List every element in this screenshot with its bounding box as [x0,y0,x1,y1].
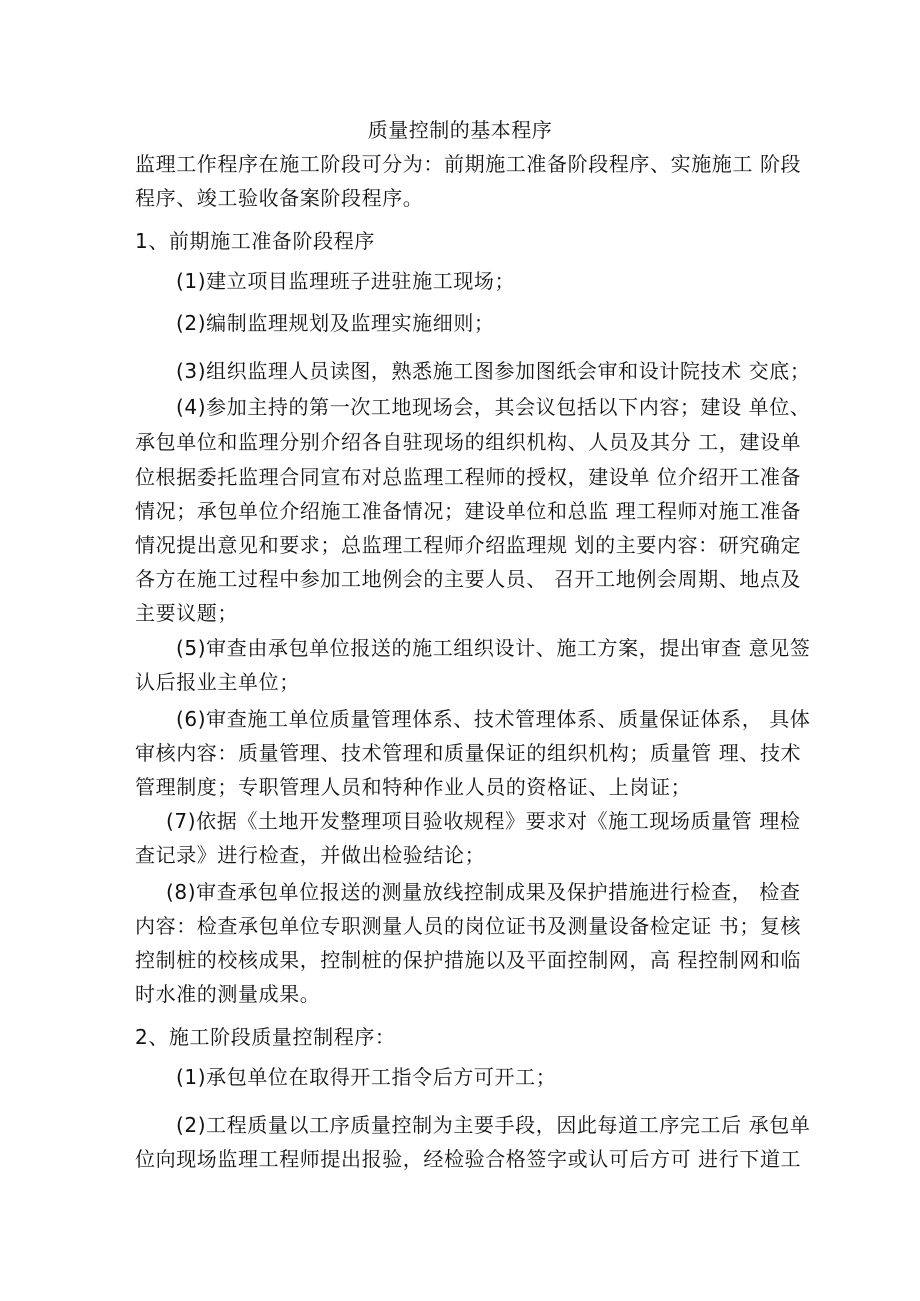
text-line: 监理工作程序在施工阶段可分为：前期施工准备阶段程序、实施施工 阶段 [135,152,802,176]
section-heading: 1、前期施工准备阶段程序 [135,229,375,253]
text-line: 内容：检查承包单位专职测量人员的岗位证书及测量设备检定证 书；复核 [135,914,802,938]
list-item: (7)依据《土地开发整理项目验收规程》要求对《施工现场质量管 理检 [166,809,801,833]
list-item: (2)工程质量以工序质量控制为主要手段，因此每道工序完工后 承包单 [176,1113,811,1137]
list-item: (5)审查由承包单位报送的施工组织设计、施工方案，提出审查 意见签 [176,636,811,660]
text-line: 情况提出意见和要求；总监理工程师介绍监理规 划的主要内容：研究确定 [135,533,802,557]
text-line: 控制桩的校核成果，控制桩的保护措施以及平面控制网，高 程控制网和临 [135,948,802,972]
text-line: 管理制度；专职管理人员和特种作业人员的资格证、上岗证； [135,775,692,799]
text-line: 审核内容：质量管理、技术管理和质量保证的组织机构；质量管 理、技术 [135,741,802,765]
text-line: 情况；承包单位介绍施工准备情况；建设单位和总监 理工程师对施工准备 [135,499,802,523]
text-line: 认后报业主单位； [135,670,300,694]
text-line: 主要议题； [135,601,238,625]
section-heading: 2、施工阶段质量控制程序： [135,1025,396,1049]
list-item: (1)建立项目监理班子进驻施工现场； [176,269,516,293]
text-line: 承包单位和监理分别介绍各自驻现场的组织机构、人员及其分 工，建设单 [135,430,802,454]
document-title: 质量控制的基本程序 [367,118,553,142]
list-item: (1)承包单位在取得开工指令后方可开工； [176,1065,557,1089]
text-line: 位根据委托监理合同宣布对总监理工程师的授权，建设单 位介绍开工准备 [135,465,802,489]
list-item: (6)审查施工单位质量管理体系、技术管理体系、质量保证体系， 具体 [176,707,811,731]
text-line: 查记录》进行检查，并做出检验结论； [135,843,486,867]
text-line: 程序、竣工验收备案阶段程序。 [135,186,424,210]
list-item: (8)审查承包单位报送的测量放线控制成果及保护措施进行检查， 检查 [166,880,801,904]
list-item: (2)编制监理规划及监理实施细则； [176,311,495,335]
text-line: 时水准的测量成果。 [135,982,321,1006]
list-item: (3)组织监理人员读图，熟悉施工图参加图纸会审和设计院技术 交底； [176,359,811,383]
text-line: 各方在施工过程中参加工地例会的主要人员、 召开工地例会周期、地点及 [135,567,802,591]
list-item: (4)参加主持的第一次工地现场会，其会议包括以下内容；建设 单位、 [176,395,811,419]
text-line: 位向现场监理工程师提出报验，经检验合格签字或认可后方可 进行下道工 [135,1147,802,1171]
